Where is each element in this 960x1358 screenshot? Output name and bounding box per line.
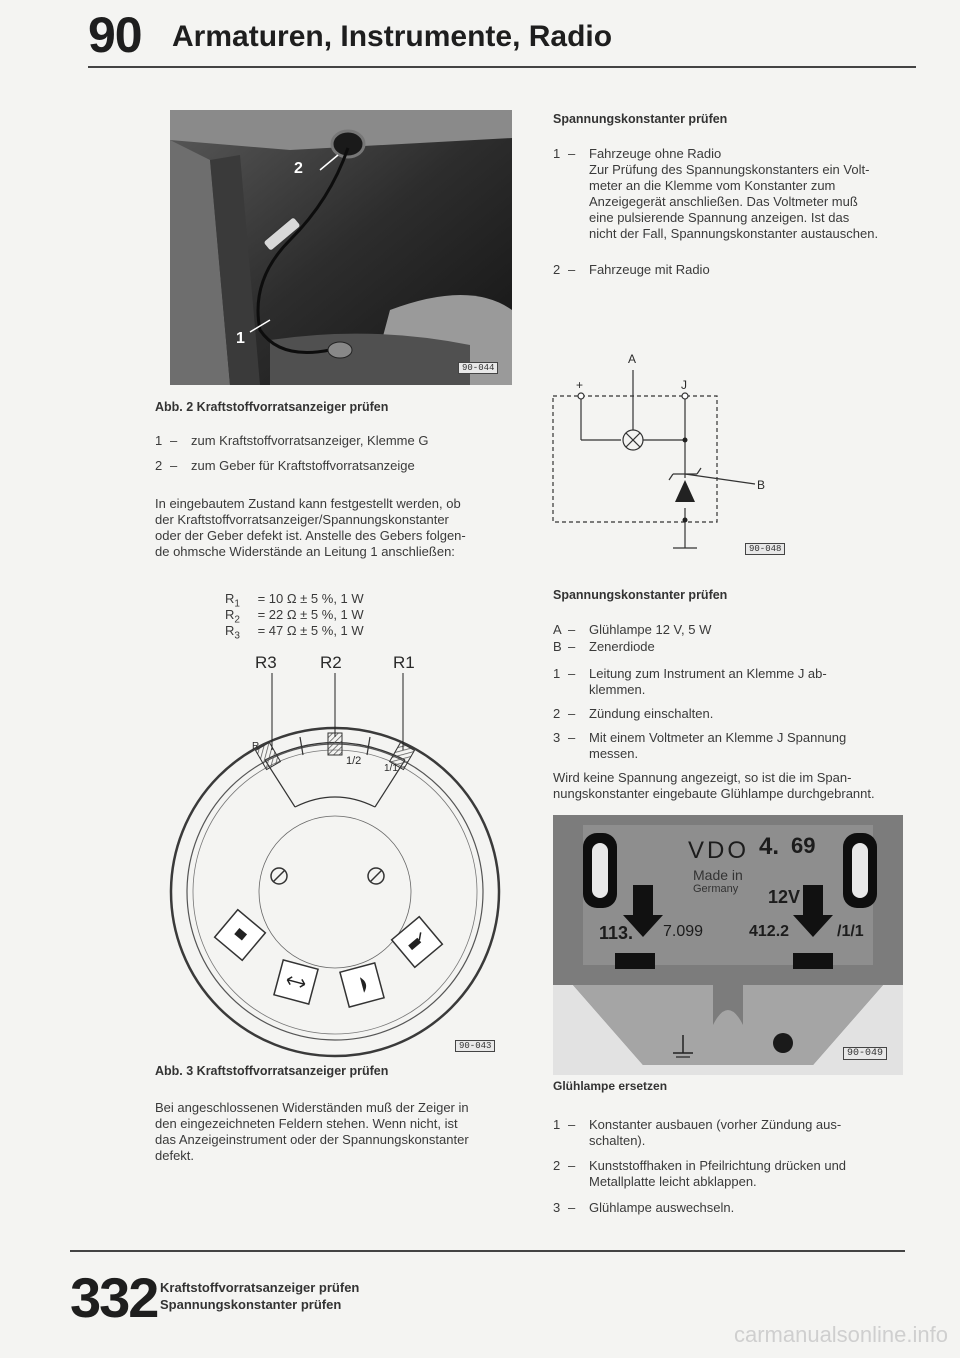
schematic-label-a: A [628, 352, 637, 366]
label-r3: R3 [255, 653, 277, 672]
note-paragraph: Wird keine Spannung angezeigt, so ist die im Span- nungskonstanter eingebaute Glühlampe durchgebrannt. [553, 770, 875, 801]
fig2-caption: Abb. 2 Kraftstoffvorratsanzeiger prüfen [155, 400, 389, 414]
photo-made: Made in [693, 867, 743, 883]
resistor-row: $R_3 = 47$ Ω ± 5 %, 1 W [225, 623, 364, 642]
schematic-label-j: J [681, 378, 687, 392]
callout-1: 1 [236, 330, 245, 347]
photo-part-right: 412.2 [749, 923, 790, 940]
gauge-full-label: 1/1 [384, 763, 398, 774]
schematic-caption: Spannungskonstanter prüfen [553, 588, 728, 602]
fig2-photo [170, 110, 512, 385]
photo-part-left: 113. [599, 923, 634, 943]
resistor-row: $R_2 = 22$ Ω ± 5 %, 1 W [225, 607, 364, 626]
chapter-number: 90 [88, 7, 142, 63]
photo2-label: 90-049 [843, 1047, 887, 1060]
photo-code: 4. [759, 833, 780, 860]
section-heading: Spannungskonstanter prüfen [553, 112, 728, 126]
fig2-paragraph: In eingebautem Zustand kann festgestellt werden, ob der Kraftstoffvorratsanzeiger/Spannungskonstanter oder der Geber defekt ist. Anstelle des Gebers folgen- de ohmsche Widerstände an Leitung 1 anschließen: [155, 496, 466, 559]
schematic-label-plus: + [576, 378, 584, 392]
fig3-paragraph: Bei angeschlossenen Widerständen muß der Zeiger in den eingezeichneten Feldern stehen. Wenn nicht, ist das Anzeigeinstrument oder der Spannungskonstanter defekt. [155, 1100, 469, 1163]
fig2-label: 90-044 [458, 362, 498, 374]
schematic-label-b: B [757, 478, 766, 492]
photo2-caption: Glühlampe ersetzen [553, 1079, 668, 1093]
schematic-fig-label: 90-048 [745, 543, 785, 555]
footer-rule [70, 1250, 905, 1252]
page-number: 332 [70, 1266, 158, 1329]
label-r1: R1 [393, 653, 415, 672]
photo-country: Germany [693, 883, 739, 895]
fig3-gauge-drawing [150, 655, 520, 1060]
gauge-reserve-label: R [252, 741, 260, 752]
photo-code-2: 69 [791, 833, 816, 858]
resistor-row: $R_1 = 10$ Ω ± 5 %, 1 W [225, 591, 364, 610]
photo-brand: VDO [688, 837, 750, 864]
watermark: carmanualsonline.info [733, 1322, 948, 1347]
circuit-schematic [545, 350, 795, 560]
fig3-caption: Abb. 3 Kraftstoffvorratsanzeiger prüfen [155, 1064, 389, 1078]
photo-voltage: 12V [768, 887, 801, 907]
callout-2: 2 [294, 160, 303, 177]
chapter-title: Armaturen, Instrumente, Radio [172, 20, 613, 53]
gauge-half-label: 1/2 [346, 755, 362, 767]
label-r2: R2 [320, 653, 342, 672]
fig3-label: 90-043 [455, 1040, 495, 1052]
footer-line-2: Spannungskonstanter prüfen [160, 1297, 342, 1312]
photo-part-end: /1/1 [837, 923, 864, 940]
footer-line-1: Kraftstoffvorratsanzeiger prüfen [160, 1280, 360, 1295]
header-rule [88, 66, 916, 68]
photo-part-mid: 7.099 [663, 923, 704, 940]
constant-regulator-photo [553, 815, 903, 1075]
